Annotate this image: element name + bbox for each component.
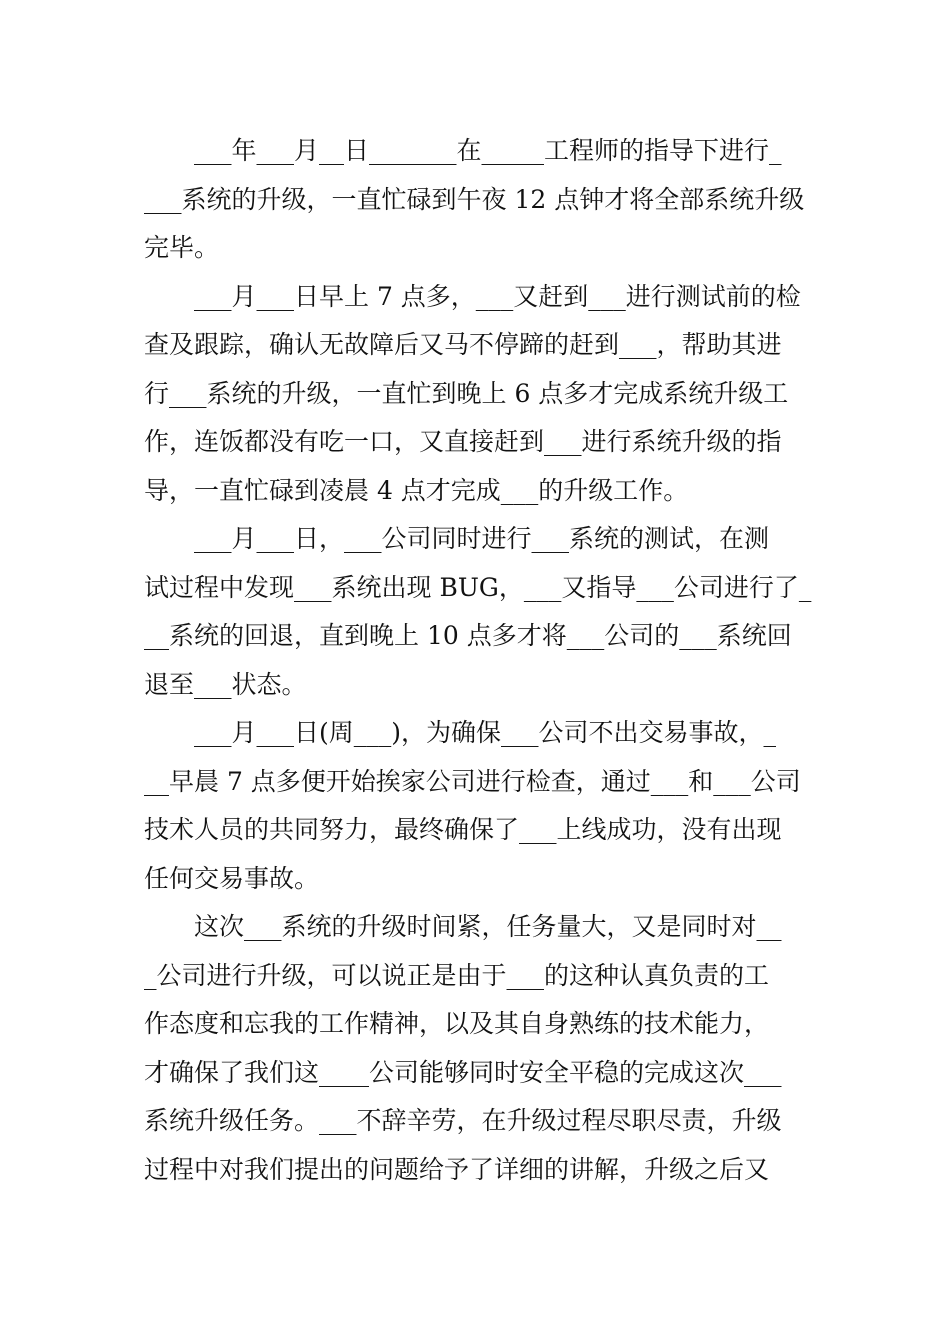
text-line: ___月___日，___公司同时进行___系统的测试，在测 (144, 524, 770, 553)
text-line: 技术人员的共同努力，最终确保了___上线成功，没有出现 (144, 815, 782, 844)
text-line: 作，连饭都没有吃一口，又直接赶到___进行系统升级的指 (144, 427, 782, 456)
text-line: 完毕。 (144, 233, 220, 262)
text-line: 任何交易事故。 (144, 863, 320, 893)
text-line: 行___系统的升级，一直忙到晚上 6 点多才完成系统升级工 (144, 378, 789, 408)
paragraph-1 (144, 127, 809, 273)
paragraph-3 (144, 515, 812, 709)
text-line: ___月___日(周___)，为确保___公司不出交易事故，_ (144, 718, 777, 747)
text-line: 作态度和忘我的工作精神，以及其自身熟练的技术能力， (144, 1009, 770, 1038)
text-line: 退至___状态。 (144, 669, 307, 699)
text-line: ___月___日早上 7 点多，___又赶到___进行测试前的检 (144, 281, 801, 311)
paragraph-5 (144, 903, 809, 1194)
text-line: 系统升级任务。___不辞辛劳，在升级过程尽职尽责，升级 (144, 1106, 782, 1135)
paragraph-2 (144, 273, 809, 516)
text-line: ___系统的升级，一直忙碌到午夜 12 点钟才将全部系统升级 (144, 184, 805, 214)
text-line: 这次___系统的升级时间紧，任务量大，又是同时对__ (144, 912, 782, 941)
text-line: 试过程中发现___系统出现 BUG，___又指导___公司进行了_ (144, 572, 812, 602)
document-body (144, 127, 812, 1194)
paragraph-4 (144, 709, 809, 903)
text-line: _公司进行升级，可以说正是由于___的这种认真负责的工 (144, 960, 770, 990)
text-line: 才确保了我们这____公司能够同时安全平稳的完成这次___ (144, 1057, 782, 1087)
text-line: 过程中对我们提出的问题给予了详细的讲解，升级之后又 (144, 1154, 770, 1184)
text-line: __系统的回退，直到晚上 10 点多才将___公司的___系统回 (144, 621, 792, 650)
text-line: __早晨 7 点多便开始挨家公司进行检查，通过___和___公司 (144, 766, 801, 796)
text-line: 查及跟踪，确认无故障后又马不停蹄的赶到___，帮助其进 (144, 330, 782, 359)
text-line: ___年___月__日_______在_____工程师的指导下进行_ (144, 136, 782, 165)
text-line: 导，一直忙碌到凌晨 4 点才完成___的升级工作。 (144, 475, 689, 505)
